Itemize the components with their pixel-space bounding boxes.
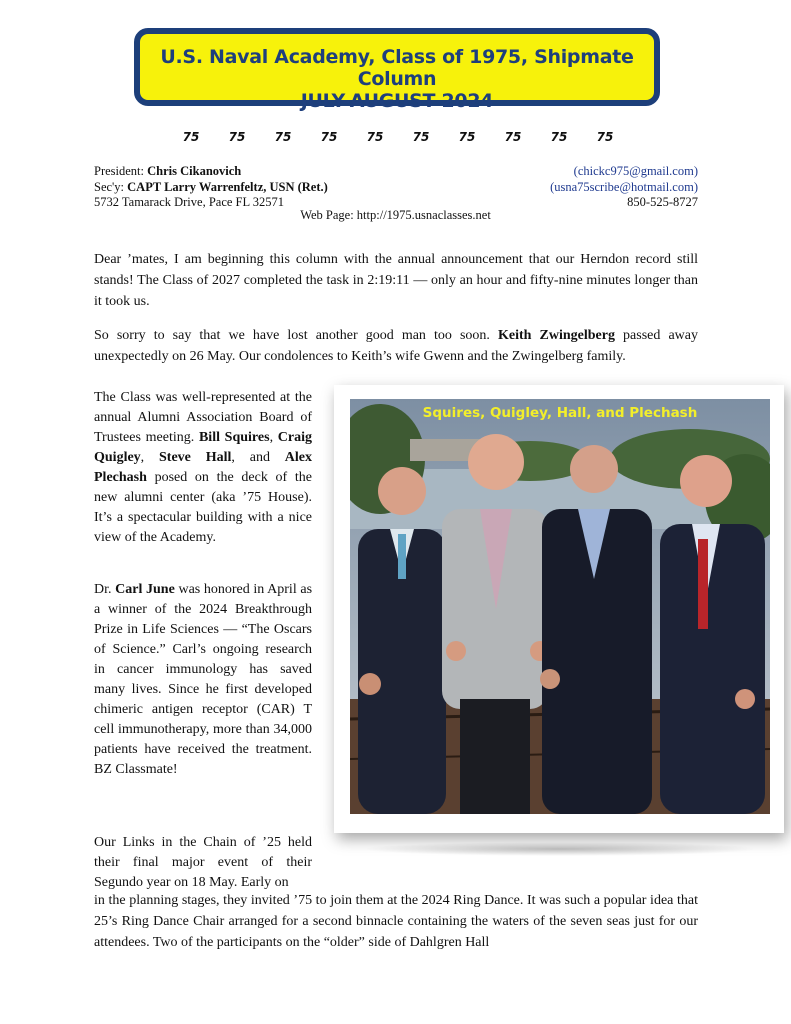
paragraph-ring-dance-start: Our Links in the Chain of ’25 held their final major event of their Segundo year on 18 May. Early on — [94, 835, 312, 890]
photo-shadow — [360, 842, 760, 856]
secretary-label: Sec'y: — [94, 180, 125, 194]
name-bold: Alex Plechash — [94, 450, 313, 485]
class-mark: 75 — [320, 130, 338, 144]
banner-title: U.S. Naval Academy, Class of 1975, Shipmate Column — [160, 46, 634, 90]
name-bold: Keith Zwingelberg — [498, 328, 615, 343]
paragraph-trustees: The Class was well-represented at the annual Alumni Association Board of Trustees meeting. Bill Squires, Craig Quigley, Steve Hall, and Alex Plechash posed on the deck of the new alumni center (aka ’75 House). It’s a spectacular building with a nice view of the Academy. — [94, 390, 313, 545]
president-name: Chris Cikanovich — [147, 164, 242, 178]
web-page-link[interactable]: Web Page: http://1975.usnaclasses.net — [300, 208, 491, 222]
photo-caption: Squires, Quigley, Hall, and Plechash — [422, 405, 698, 421]
class-mark: 75 — [366, 130, 384, 144]
president-label: President: — [94, 164, 144, 178]
mailing-address: 5732 Tamarack Drive, Pace FL 32571 — [94, 195, 285, 209]
secretary-email[interactable]: (usna75scribe@hotmail.com) — [550, 180, 698, 194]
paragraph-carl-june: Dr. Carl June was honored in April as a winner of the 2024 Breakthrough Prize in Life Sciences — “The Oscars of Science.” Carl’s ongoing research in cancer immunology has saved many lives. Since he first developed chimeric antigen receptor (CAR) T cell immunotherapy, more than 34,000 patients have received the treatment. BZ Classmate! — [94, 582, 313, 777]
class-number-row — [168, 130, 628, 144]
class-mark: 75 — [550, 130, 568, 144]
class-mark: 75 — [504, 130, 522, 144]
phone-number: 850-525-8727 — [627, 195, 698, 209]
class-mark: 75 — [182, 130, 200, 144]
name-bold: Carl June — [115, 582, 175, 597]
paragraph-ring-dance-cont: in the planning stages, they invited ’75 to join them at the 2024 Ring Dance. It was such a popular idea that 25’s Ring Dance Chair arranged for a second binnacle containing the waters of the seven seas just for our attendees. Two of the participants on the “older” side of Dahlgren Hall — [94, 893, 698, 950]
group-photo — [350, 399, 770, 814]
secretary-name: CAPT Larry Warrenfeltz, USN (Ret.) — [127, 180, 328, 194]
paragraph-herndon: Dear ’mates, I am beginning this column with the annual announcement that our Herndon record still stands! The Class of 2027 completed the task in 2:19:11 — only an hour and fifty-nine minutes longer than it took us. — [94, 252, 698, 309]
column-banner — [134, 28, 660, 112]
name-bold: Steve Hall — [159, 450, 232, 465]
class-mark: 75 — [274, 130, 292, 144]
class-mark: 75 — [412, 130, 430, 144]
banner-issue: JULY-AUGUST 2024 — [300, 90, 494, 112]
photo-illustration — [350, 399, 770, 814]
paragraph-condolences: So sorry to say that we have lost another good man too soon. Keith Zwingelberg passed away unexpectedly on 26 May. Our condolences to Keith’s wife Gwenn and the Zwingelberg family. — [94, 328, 698, 364]
class-mark: 75 — [596, 130, 614, 144]
president-email[interactable]: (chickc975@gmail.com) — [573, 164, 698, 178]
class-mark: 75 — [458, 130, 476, 144]
photo-frame — [334, 385, 784, 833]
class-mark: 75 — [228, 130, 246, 144]
name-bold: Craig Quigley — [94, 430, 312, 465]
name-bold: Bill Squires — [198, 430, 270, 445]
